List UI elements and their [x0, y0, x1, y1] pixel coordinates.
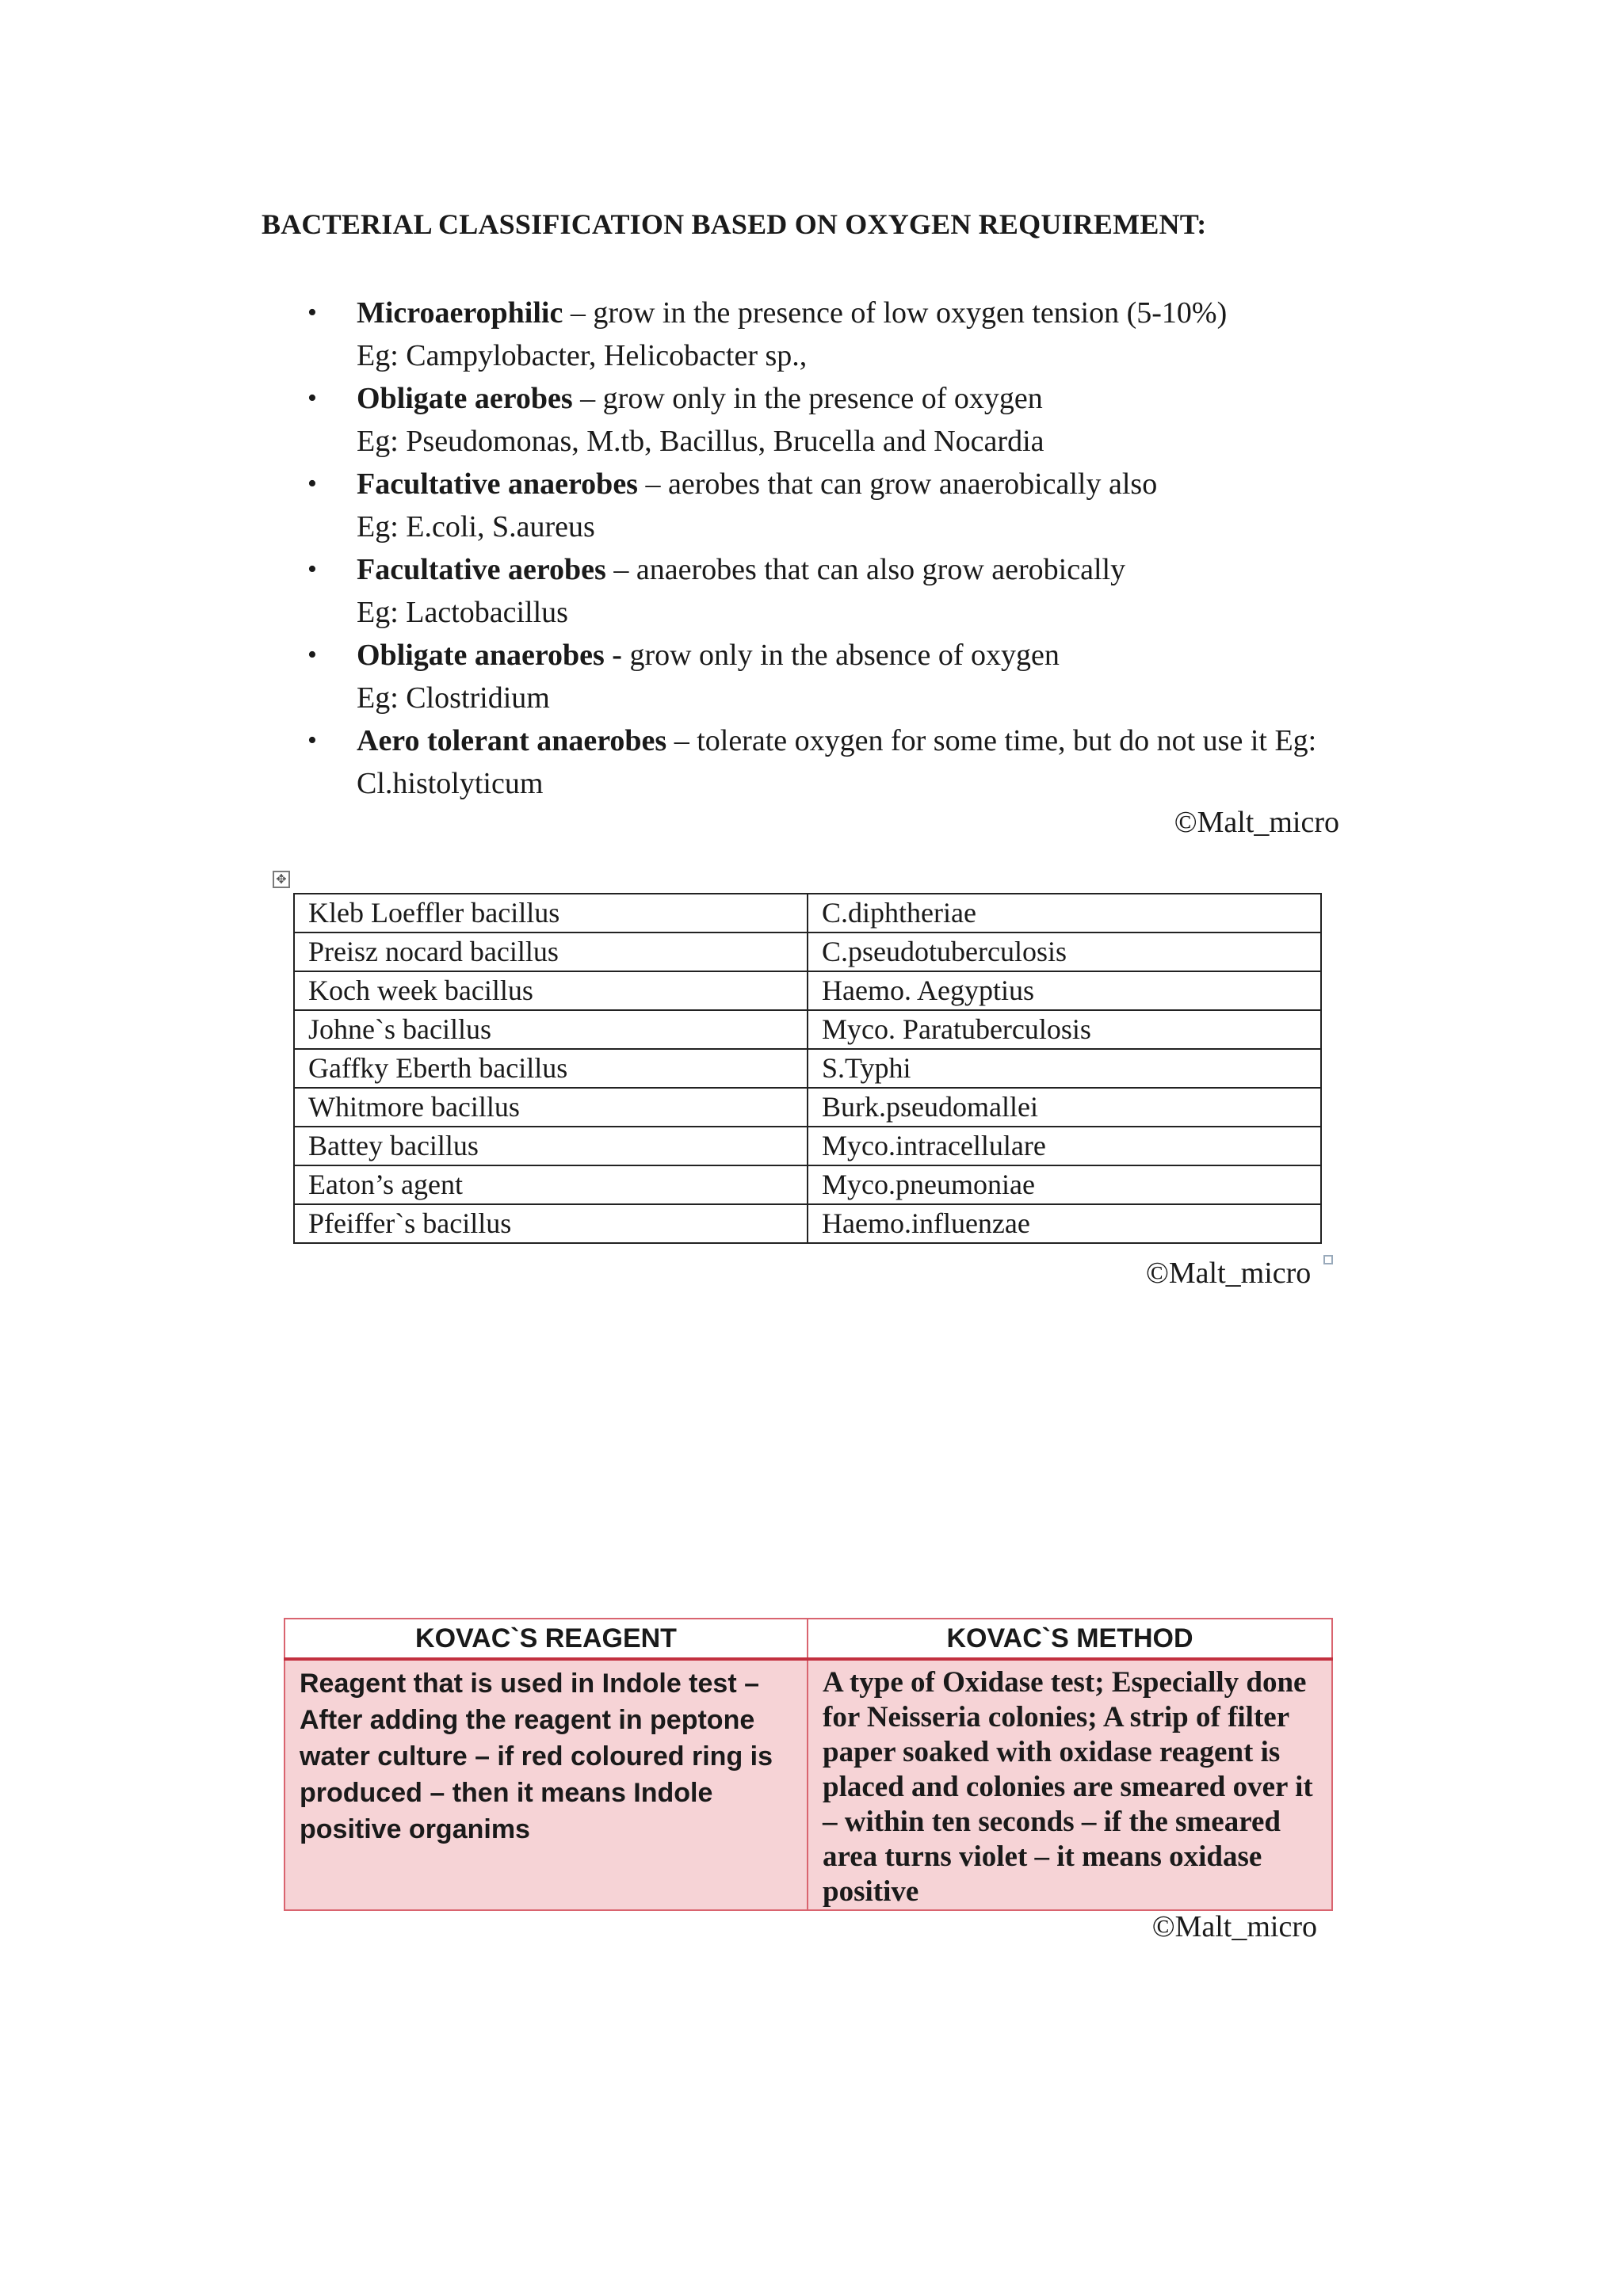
term: Obligate anaerobes - — [357, 639, 622, 672]
term: Aero tolerant anaerobes — [357, 724, 667, 757]
list-item — [301, 719, 1371, 805]
bullet-icon: • — [307, 726, 317, 755]
table-cell: Whitmore bacillus — [294, 1088, 808, 1127]
list-item — [301, 634, 1371, 719]
bacilli-table — [293, 893, 1322, 1244]
table-cell: Johne`s bacillus — [294, 1010, 808, 1049]
table-cell: Myco. Paratuberculosis — [808, 1010, 1321, 1049]
bullet-icon: • — [307, 298, 317, 327]
list-item — [301, 463, 1371, 548]
copyright-notice: ©Malt_micro — [1151, 1910, 1317, 1943]
list-item — [301, 377, 1371, 463]
table-cell: C.diphtheriae — [808, 894, 1321, 933]
table-row — [294, 1088, 1321, 1127]
resize-handle-icon[interactable] — [1323, 1255, 1333, 1264]
kovac-method-cell: A type of Oxidase test; Especially done for Neisseria colonies; A strip of filter paper soaked with oxidase reagent is placed and colonies are smeared over it – within ten seconds – if the smeared area turns violet – it means oxidase positive — [808, 1659, 1332, 1910]
table-cell: Kleb Loeffler bacillus — [294, 894, 808, 933]
description: – tolerate oxygen for some time, but do not use it Eg: Cl.histolyticum — [357, 724, 1317, 800]
table-row — [294, 894, 1321, 933]
move-handle-icon[interactable]: ✥ — [273, 871, 290, 888]
copyright-notice: ©Malt_micro — [1146, 1257, 1312, 1290]
description: – grow only in the presence of oxygen — [572, 382, 1043, 415]
table-cell: Eaton’s agent — [294, 1165, 808, 1204]
description: grow only in the absence of oxygen — [621, 639, 1060, 672]
description: – grow in the presence of low oxygen tension (5-10%) — [563, 296, 1228, 330]
table-cell: Battey bacillus — [294, 1127, 808, 1165]
bullet-icon: • — [307, 640, 317, 669]
term: Facultative aerobes — [357, 553, 606, 586]
table-cell: S.Typhi — [808, 1049, 1321, 1088]
table-cell: C.pseudotuberculosis — [808, 933, 1321, 971]
example: Eg: Lactobacillus — [357, 596, 568, 629]
table-cell: Pfeiffer`s bacillus — [294, 1204, 808, 1243]
list-item — [301, 548, 1371, 634]
copyright-notice: ©Malt_micro — [1174, 806, 1339, 839]
description: – aerobes that can grow anaerobically also — [637, 467, 1158, 501]
example: Eg: Clostridium — [357, 681, 550, 715]
term: Facultative anaerobes — [357, 467, 638, 501]
term: Microaerophilic — [357, 296, 563, 330]
table-row — [294, 1127, 1321, 1165]
table-row — [294, 1204, 1321, 1243]
table-cell: Myco.intracellulare — [808, 1127, 1321, 1165]
classification-list — [301, 292, 1371, 805]
table-row — [294, 1165, 1321, 1204]
table-cell: Myco.pneumoniae — [808, 1165, 1321, 1204]
example: Eg: Campylobacter, Helicobacter sp., — [357, 339, 808, 372]
example: Eg: Pseudomonas, M.tb, Bacillus, Brucella and Nocardia — [357, 425, 1044, 458]
table-cell: Burk.pseudomallei — [808, 1088, 1321, 1127]
description: – anaerobes that can also grow aerobically — [605, 553, 1126, 586]
table-row — [285, 1659, 1332, 1910]
table-cell: Haemo.influenzae — [808, 1204, 1321, 1243]
kovac-reagent-cell: Reagent that is used in Indole test – After adding the reagent in peptone water culture – if red coloured ring is produced – then it means Indole positive organims — [285, 1659, 808, 1910]
column-header: KOVAC`S REAGENT — [285, 1619, 808, 1659]
bullet-icon: • — [307, 383, 317, 413]
kovac-table — [284, 1618, 1333, 1911]
table-cell: Haemo. Aegyptius — [808, 971, 1321, 1010]
bullet-icon: • — [307, 469, 317, 498]
table-cell: Gaffky Eberth bacillus — [294, 1049, 808, 1088]
table-cell: Koch week bacillus — [294, 971, 808, 1010]
bullet-icon: • — [307, 555, 317, 584]
table-header-row — [285, 1619, 1332, 1659]
table-cell: Preisz nocard bacillus — [294, 933, 808, 971]
page-title: BACTERIAL CLASSIFICATION BASED ON OXYGEN REQUIREMENT: — [262, 208, 1207, 240]
column-header: KOVAC`S METHOD — [808, 1619, 1332, 1659]
table-row — [294, 971, 1321, 1010]
example: Eg: E.coli, S.aureus — [357, 510, 595, 543]
list-item — [301, 292, 1371, 377]
table-row — [294, 1049, 1321, 1088]
table-row — [294, 1010, 1321, 1049]
term: Obligate aerobes — [357, 382, 573, 415]
table-row — [294, 933, 1321, 971]
